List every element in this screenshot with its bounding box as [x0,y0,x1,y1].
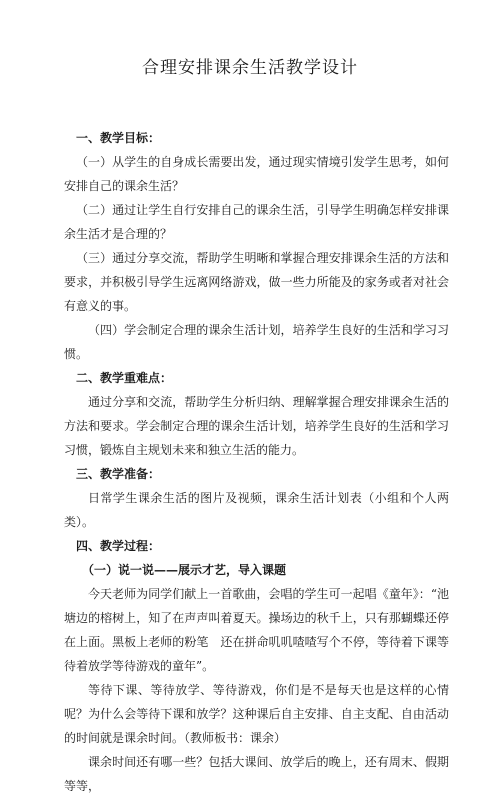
preparation-paragraph: 日常学生课余生活的图片及视频，课余生活计划表（小组和个人两类）。 [64,491,449,529]
document-body [64,126,449,798]
section-heading-key-points: 二、教学重难点： [76,371,173,385]
objective-3: （三）通过分享交流，帮助学生明晰和掌握合理安排课余生活的方法和要求，并积极引导学生远离网络游戏，做一些力所能及的家务或者对社会有意义的事。 [64,251,449,313]
objective-2: （二）通过让学生自行安排自己的课余生活，引导学生明确怎样安排课余生活才是合理的？ [64,203,449,241]
section-heading-preparation: 三、教学准备： [76,467,161,481]
document-title: 合理安排课余生活教学设计 [142,58,358,78]
section-heading-process: 四、教学过程： [76,539,161,553]
key-points-paragraph: 通过分享和交流，帮助学生分析归纳、理解掌握合理安排课余生活的方法和要求。学会制定合理的课余生活计划，培养学生良好的生活和学习习惯，锻炼自主规划未来和独立生活的能力。 [64,395,449,457]
process-paragraph-3: 课余时间还有哪一些？包括大课间、放学后的晚上，还有周末、假期等等， [64,755,449,793]
objective-1: （一）从学生的自身成长需要出发，通过现实情境引发学生思考，如何安排自己的课余生活？ [64,155,449,193]
section-heading-objectives: 一、教学目标： [76,131,161,145]
process-paragraph-2: 等待下课、等待放学、等待游戏，你们是不是每天也是这样的心情呢？为什么会等待下课和放学？这种课后自主安排、自主支配、自由活动的时间就是课余时间。（教师板书：课余） [64,683,449,745]
process-paragraph-1: 今天老师为同学们献上一首歌曲，会唱的学生可一起唱《童年》：“池塘边的榕树上，知了在声声叫着夏天。操场边的秋千上，只有那蝴蝶还停在上面。黑板上老师的粉笔 还在拼命叽叽喳喳写个不停，等待着下课等待着放学等待游戏的童年”。 [64,587,449,673]
objective-4: （四）学会制定合理的课余生活计划，培养学生良好的生活和学习习惯。 [64,323,449,361]
process-subheading-1: （一）说一说——展示才艺，导入课题 [82,563,287,577]
